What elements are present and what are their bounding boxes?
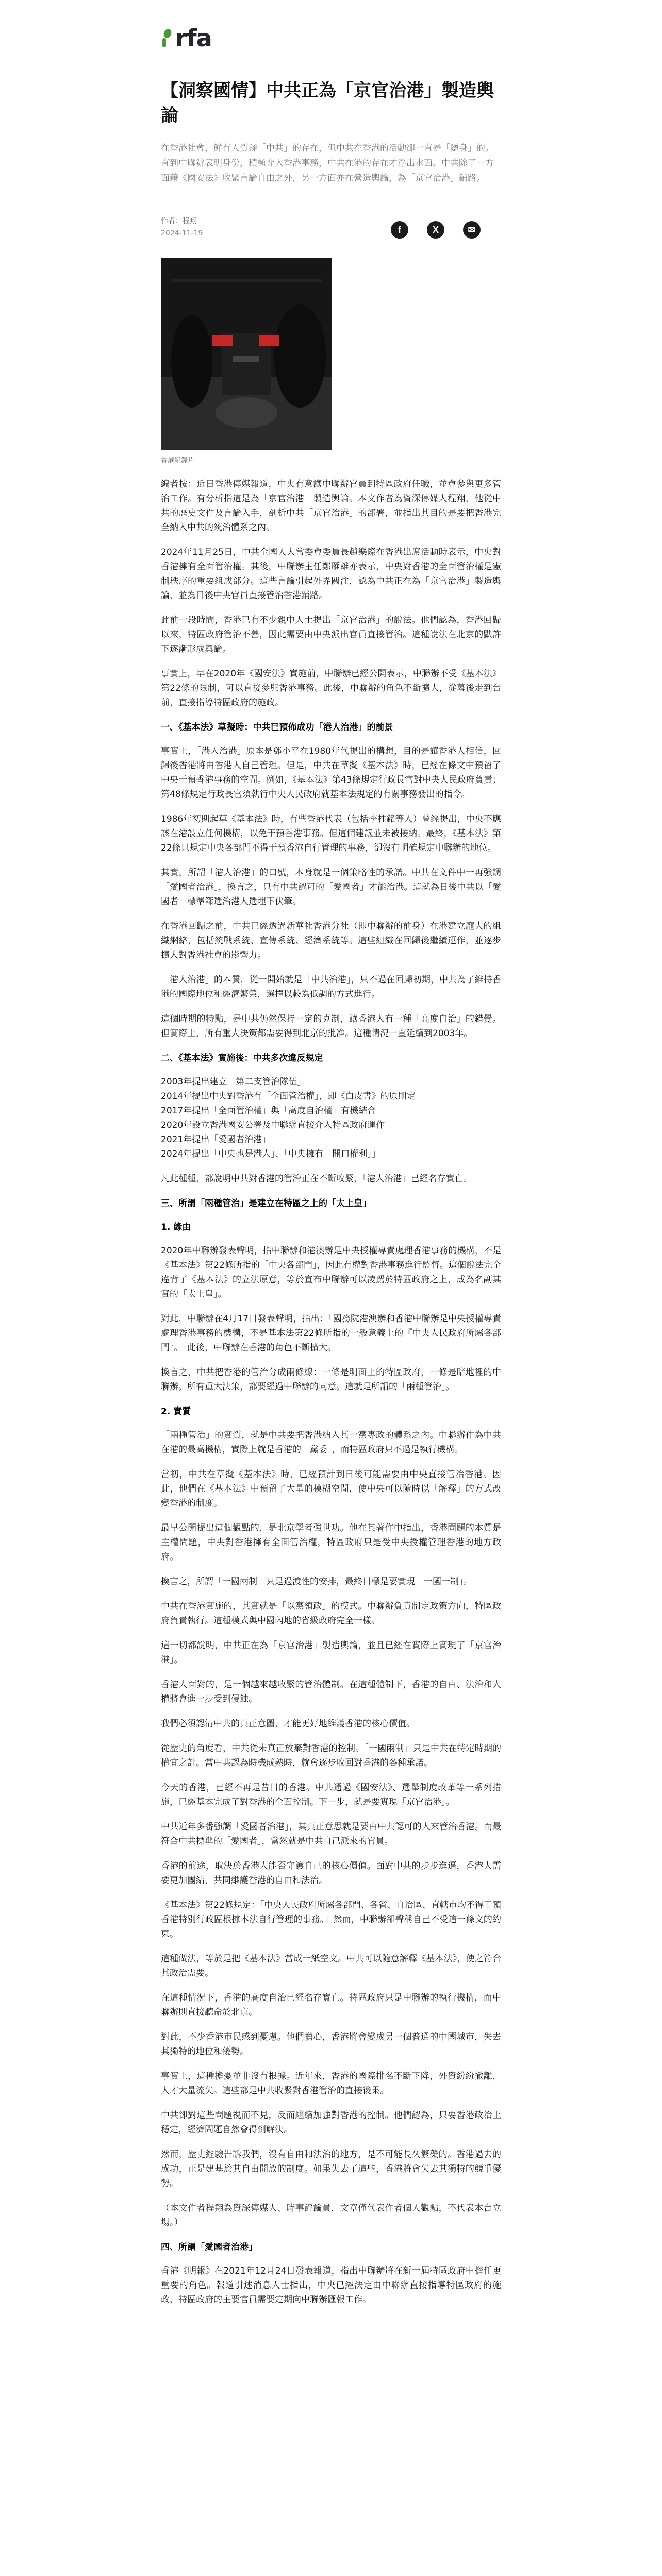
x-share-icon[interactable]: X xyxy=(427,221,444,239)
body-paragraph: 「兩種管治」的實質，就是中共要把香港納入其一黨專政的體系之內。中聯辦作為中共在港的最高機構，實際上就是香港的「黨委」，而特區政府只不過是執行機構。 xyxy=(161,1430,501,1455)
leaf-icon xyxy=(161,29,172,47)
photo-caption: 香港紀錄片 xyxy=(161,457,195,465)
section-heading: 三、所謂「兩種管治」是建立在特區之上的「太上皇」 xyxy=(161,1198,371,1209)
body-paragraph: 2024年11月25日，中共全國人大常委會委員長趙樂際在香港出席活動時表示，中央對香港擁有全面管治權。其後，中聯辦主任鄭雁雄亦表示，中央對香港的全面管治權是憲制秩序的重要組成部分。這些言論引起外界關注，認為中共正在為「京官治港」製造輿論，並為日後中央官員直接管治香港鋪路。 xyxy=(161,547,501,601)
body-paragraph: 中共卻對這些問題視而不見，反而繼續加強對香港的控制。他們認為，只要香港政治上穩定，經濟問題自然會得到解決。 xyxy=(161,2110,501,2135)
body-paragraph: 香港《明報》在2021年12月24日發表報道，指出中聯辦將在新一屆特區政府中擔任更重要的角色。報道引述消息人士指出，中央已經決定由中聯辦直接指導特區政府的施政，特區政府的主要官員需要定期向中聯辦匯報工作。 xyxy=(161,2266,501,2305)
body-paragraph: 對此，不少香港市民感到憂慮。他們擔心，香港將會變成另一個普通的中國城市，失去其獨特的地位和優勢。 xyxy=(161,2032,501,2057)
body-paragraph: 事實上，早在2020年《國安法》實施前，中聯辦已經公開表示，中聯辦不受《基本法》第22條的限制，可以直接參與香港事務。此後，中聯辦的角色不斷擴大，從幕後走到台前，直接指導特區政府的施政。 xyxy=(161,669,501,708)
section-heading: 一、《基本法》草擬時：中共已預佈成功「港人治港」的前景 xyxy=(161,722,393,733)
body-paragraph: 換言之，所謂「一國兩制」只是過渡性的安排，最終目標是要實現「一國一制」。 xyxy=(161,1577,472,1587)
body-paragraph: 1986年初期起草《基本法》時，有些香港代表（包括李柱銘等人）曾經提出，中央不應該在港設立任何機構，以免干預香港事務。但這個建議並未被接納。最終，《基本法》第22條只規定中央各部門不得干預香港自行管理的事務，卻沒有明確規定中聯辦的地位。 xyxy=(161,814,501,853)
article-lead: 在香港社會，鮮有人質疑「中共」的存在，但中共在香港的活動卻一直是「隱身」的。直到中聯辦表明身份，積極介入香港事務，中共在港的存在才浮出水面。中共除了一方面藉《國安法》收緊言論自由之外，另一方面亦在營造輿論，為「京官治港」鋪路。 xyxy=(161,143,494,183)
body-paragraph: 事實上，「港人治港」原本是鄧小平在1980年代提出的構想，目的是讓香港人相信，回歸後香港將由香港人自己管理。但是，中共在草擬《基本法》時，已經在條文中預留了中央干預香港事務的空間。例如，《基本法》第43條規定行政長官對中央人民政府負責；第48條規定行政長官須執行中央人民政府就基本法規定的有關事務發出的指令。 xyxy=(161,746,501,800)
body-paragraph: 《基本法》第22條規定：「中央人民政府所屬各部門、各省、自治區、直轄市均不得干預香港特別行政區根據本法自行管理的事務。」然而，中聯辦卻聲稱自己不受這一條文的約束。 xyxy=(161,1900,501,1939)
body-paragraph: 我們必須認清中共的真正意圖，才能更好地維護香港的核心價值。 xyxy=(161,1719,415,1729)
body-paragraph: 這一切都說明，中共正在為「京官治港」製造輿論，並且已經在實際上實現了「京官治港」。 xyxy=(161,1640,501,1665)
body-paragraph: 事實上，這種擔憂並非沒有根據。近年來，香港的國際排名不斷下降，外資紛紛撤離，人才大量流失。這些都是中共收緊對香港管治的直接後果。 xyxy=(161,2071,501,2096)
section-heading: 2. 實質 xyxy=(161,1406,191,1417)
body-paragraph: 其實，所謂「港人治港」的口號，本身就是一個策略性的承諾。中共在文件中一再強調「愛國者治港」，換言之，只有中共認可的「愛國者」才能治港。這就為日後中共以「愛國者」標準篩選治港人選埋下伏筆。 xyxy=(161,868,501,907)
body-paragraph: （本文作者程翔為資深傳媒人、時事評論員，文章僅代表作者個人觀點，不代表本台立場。） xyxy=(161,2203,501,2228)
logo-text: rfa xyxy=(175,24,212,52)
body-paragraph: 編者按：近日香港傳媒報道，中央有意讓中聯辦官員到特區政府任職，並會參與更多管治工作。有分析指這是為「京官治港」製造輿論。本文作者為資深傳媒人程翔，他從中共的歷史文件及言論入手，剖析中共「京官治港」的部署，並指出其目的是要把香港完全納入中共的統治體系之內。 xyxy=(161,479,501,533)
body-paragraph: 中共在香港實施的，其實就是「以黨領政」的模式。中聯辦負責制定政策方向，特區政府負責執行。這種模式與中國內地的省級政府完全一樣。 xyxy=(161,1601,501,1626)
body-paragraph: 當初，中共在草擬《基本法》時，已經預計到日後可能需要由中央直接管治香港。因此，他們在《基本法》中預留了大量的模糊空間，使中央可以隨時以「解釋」的方式改變香港的制度。 xyxy=(161,1469,501,1509)
section-heading: 四、所謂「愛國者治港」 xyxy=(161,2242,257,2252)
body-paragraph: 2003年提出建立「第二支管治隊伍」 2014年提出中央對香港有「全面管治權」，即《白皮書》的原則定 2017年提出「全面管治權」與「高度自治權」有機結合 2020年設立香港國安公署及中聯辦直接介入特區政府運作 2021年提出「愛國者治港」 2024年提出「中央也是港人」、「中央擁有「開口權利」」 xyxy=(161,1077,416,1159)
facebook-share-icon[interactable]: f xyxy=(391,221,408,239)
body-paragraph: 凡此種種，都說明中共對香港的管治正在不斷收緊，「港人治港」已經名存實亡。 xyxy=(161,1174,472,1184)
body-paragraph: 最早公開提出這個觀點的，是北京學者強世功。他在其著作中指出，香港問題的本質是主權問題，中央對香港擁有全面管治權，特區政府只是受中央授權管理香港的地方政府。 xyxy=(161,1523,501,1562)
section-heading: 1. 緣由 xyxy=(161,1222,191,1232)
body-paragraph: 在香港回歸之前，中共已經透過新華社香港分社（即中聯辦的前身）在港建立龐大的組織網絡，包括統戰系統、宣傳系統、經濟系統等。這些組織在回歸後繼續運作，並逐步擴大對香港社會的影響力。 xyxy=(161,921,501,960)
email-share-icon[interactable]: ✉ xyxy=(463,221,481,239)
section-heading: 二、《基本法》實施後：中共多次違反規定 xyxy=(161,1053,323,1063)
body-paragraph: 2020年中聯辦發表聲明，指中聯辦和港澳辦是中央授權專責處理香港事務的機構，不是《基本法》第22條所指的「中央各部門」，因此有權對香港事務進行監督。這個說法完全違背了《基本法》的立法原意，等於宣布中聯辦可以凌駕於特區政府之上，成為名副其實的「太上皇」。 xyxy=(161,1246,501,1299)
rfa-logo[interactable] xyxy=(161,0,501,54)
article-title: 【洞察國情】中共正為「京官治港」製造輿論 xyxy=(161,80,494,126)
publish-date: 2024-11-19 xyxy=(161,229,203,238)
body-paragraph: 然而，歷史經驗告訴我們，沒有自由和法治的地方，是不可能長久繁榮的。香港過去的成功，正是建基於其自由開放的制度。如果失去了這些，香港將會失去其獨特的競爭優勢。 xyxy=(161,2149,501,2189)
body-paragraph: 今天的香港，已經不再是昔日的香港。中共通過《國安法》、選舉制度改革等一系列措施，已經基本完成了對香港的全面控制。下一步，就是要實現「京官治港」。 xyxy=(161,1783,501,1807)
byline-row xyxy=(161,215,501,240)
body-paragraph: 這種做法，等於是把《基本法》當成一紙空文。中共可以隨意解釋《基本法》，使之符合其政治需要。 xyxy=(161,1954,501,1978)
article-body xyxy=(161,477,501,2307)
body-paragraph: 「港人治港」的本質，從一開始就是「中共治港」，只不過在回歸初期，中共為了維持香港的國際地位和經濟繁榮，選擇以較為低調的方式進行。 xyxy=(161,975,501,999)
body-paragraph: 這個時期的特點，是中共仍然保持一定的克制，讓香港人有一種「高度自治」的錯覺。但實際上，所有重大決策都需要得到北京的批准。這種情況一直延續到2003年。 xyxy=(161,1014,501,1039)
share-bar xyxy=(391,221,481,239)
body-paragraph: 在這種情況下，香港的高度自治已經名存實亡。特區政府只是中聯辦的執行機構，而中聯辦則直接聽命於北京。 xyxy=(161,1993,501,2018)
body-paragraph: 對此，中聯辦在4月17日發表聲明，指出：「國務院港澳辦和香港中聯辦是中央授權專責處理香港事務的機構，不是基本法第22條所指的一般意義上的『中央人民政府所屬各部門』。」此後，中聯辦在香港的角色不斷擴大。 xyxy=(161,1314,501,1353)
body-paragraph: 香港的前途，取決於香港人能否守護自己的核心價值。面對中共的步步進逼，香港人需要更加團結，共同維護香港的自由和法治。 xyxy=(161,1861,501,1886)
byline xyxy=(161,215,203,240)
author: 作者：程翔 xyxy=(161,217,197,225)
body-paragraph: 香港人面對的，是一個越來越收緊的管治體制。在這種體制下，香港的自由、法治和人權將會進一步受到侵蝕。 xyxy=(161,1680,501,1704)
body-paragraph: 換言之，中共把香港的管治分成兩條線：一條是明面上的特區政府，一條是暗地裡的中聯辦。所有重大決策，都要經過中聯辦的同意。這就是所謂的「兩種管治」。 xyxy=(161,1367,501,1392)
body-paragraph: 此前一段時間，香港已有不少親中人士提出「京官治港」的說法。他們認為，香港回歸以來，特區政府管治不善，因此需要由中央派出官員直接管治。這種說法在北京的默許下逐漸形成輿論。 xyxy=(161,615,501,654)
article-photo xyxy=(161,258,332,450)
body-paragraph: 從歷史的角度看，中共從未真正放棄對香港的控制。「一國兩制」只是中共在特定時期的權宜之計。當中共認為時機成熟時，就會逐步收回對香港的各種承諾。 xyxy=(161,1743,501,1768)
body-paragraph: 中共近年多番強調「愛國者治港」，其真正意思就是要由中共認可的人來管治香港。而最符合中共標準的「愛國者」，當然就是中共自己派來的官員。 xyxy=(161,1822,501,1846)
